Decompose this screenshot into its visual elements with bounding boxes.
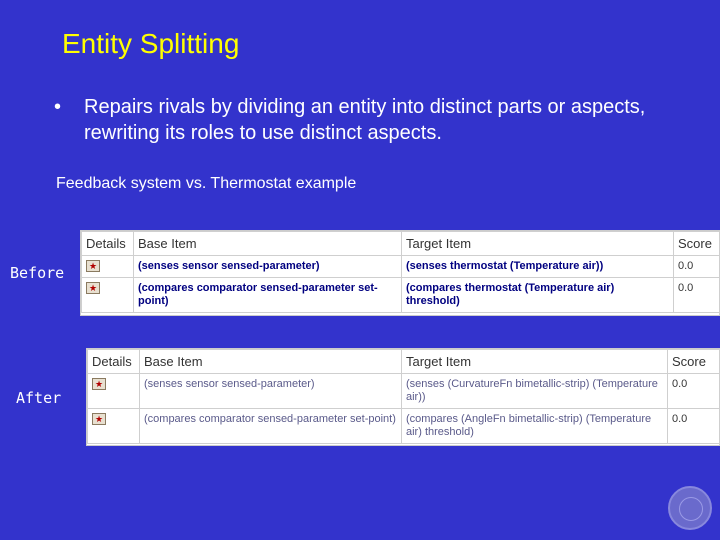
bullet-symbol: • <box>54 96 62 118</box>
before-table <box>80 230 720 316</box>
score-cell: 0.0 <box>668 409 720 444</box>
header-base-item: Base Item <box>134 232 402 256</box>
base-item-cell: (senses sensor sensed-parameter) <box>134 256 402 278</box>
table-row <box>82 278 720 313</box>
score-cell: 0.0 <box>674 256 720 278</box>
target-item-cell: (senses thermostat (Temperature air)) <box>402 256 674 278</box>
table-header-row <box>82 232 720 256</box>
target-item-cell: (compares thermostat (Temperature air) threshold) <box>402 278 674 313</box>
star-icon[interactable]: ★ <box>86 260 100 272</box>
header-score: Score <box>674 232 720 256</box>
header-target-item: Target Item <box>402 350 668 374</box>
example-subtitle: Feedback system vs. Thermostat example <box>56 175 357 192</box>
star-icon[interactable]: ★ <box>86 282 100 294</box>
slide-title: Entity Splitting <box>62 28 240 59</box>
header-details: Details <box>88 350 140 374</box>
table-row <box>82 256 720 278</box>
base-item-cell: (senses sensor sensed-parameter) <box>140 374 402 409</box>
details-cell <box>88 409 140 444</box>
table-header-row <box>88 350 720 374</box>
after-table <box>86 348 720 446</box>
header-target-item: Target Item <box>402 232 674 256</box>
university-seal-icon <box>668 486 712 530</box>
bullet-text: Repairs rivals by dividing an entity into distinct parts or aspects, rewriting its roles to use distinct aspects. <box>84 96 646 144</box>
before-label: Before <box>10 264 65 282</box>
details-cell <box>82 256 134 278</box>
details-cell <box>88 374 140 409</box>
score-cell: 0.0 <box>668 374 720 409</box>
header-base-item: Base Item <box>140 350 402 374</box>
header-details: Details <box>82 232 134 256</box>
bullet-point <box>54 94 674 146</box>
score-cell: 0.0 <box>674 278 720 313</box>
details-cell <box>82 278 134 313</box>
target-item-cell: (compares (AngleFn bimetallic-strip) (Temperature air) threshold) <box>402 409 668 444</box>
table-row <box>88 374 720 409</box>
target-item-cell: (senses (CurvatureFn bimetallic-strip) (Temperature air)) <box>402 374 668 409</box>
after-label: After <box>16 389 62 407</box>
header-score: Score <box>668 350 720 374</box>
table-row <box>88 409 720 444</box>
star-icon[interactable]: ★ <box>92 413 106 425</box>
base-item-cell: (compares comparator sensed-parameter set-point) <box>134 278 402 313</box>
base-item-cell: (compares comparator sensed-parameter set-point) <box>140 409 402 444</box>
star-icon[interactable]: ★ <box>92 378 106 390</box>
